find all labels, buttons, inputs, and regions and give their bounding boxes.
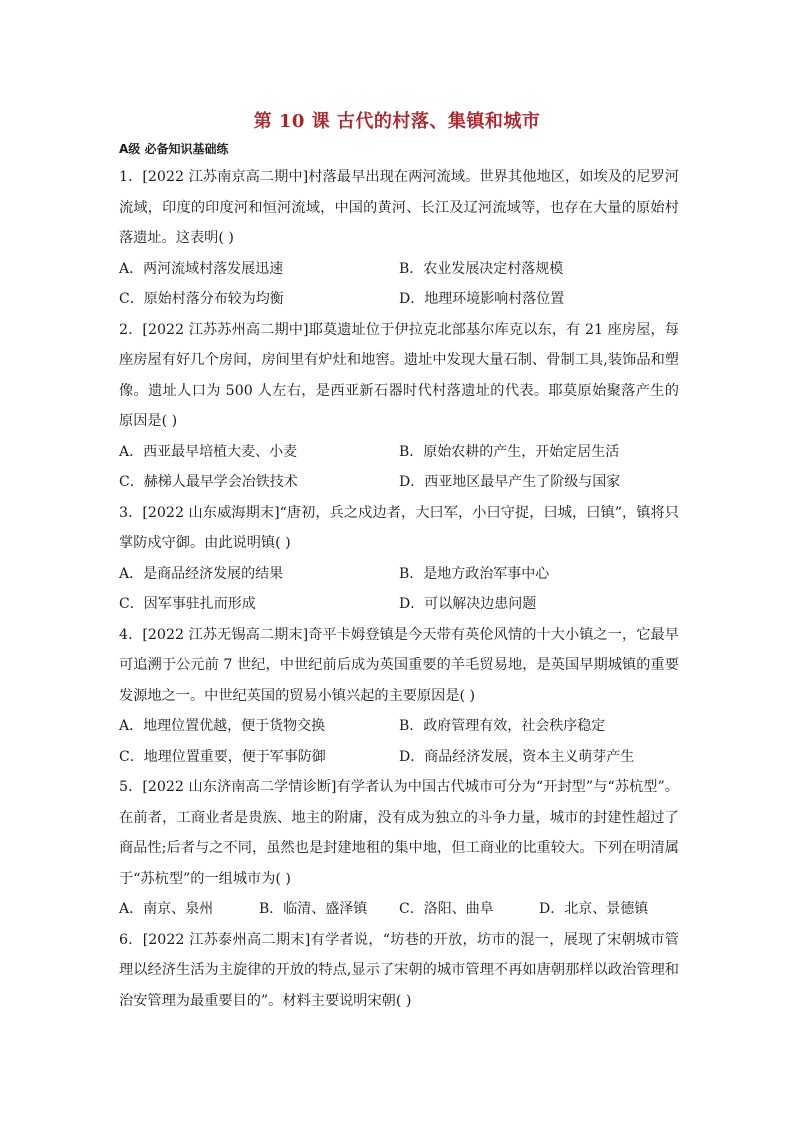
option-d: D．商品经济发展，资本主义萌芽产生 bbox=[399, 748, 635, 765]
option-a: A．南京、泉州 bbox=[119, 901, 214, 917]
option-d: D．北京、景德镇 bbox=[539, 901, 649, 917]
option-group bbox=[119, 254, 679, 315]
option-d: D．西亚地区最早产生了阶级与国家 bbox=[399, 474, 621, 490]
question-stem: 1．[2022 江苏南京高二期中]村落最早出现在两河流域。世界其他地区，如埃及的尼罗河流域，印度的印度河和恒河流域，中国的黄河、长江及辽河流域等，也存在大量的原始村落遗址。这表明( ) bbox=[119, 169, 679, 246]
question-5 bbox=[119, 772, 679, 925]
question-stem: 2．[2022 江苏苏州高二期中]耶莫遗址位于伊拉克北部基尔库克以东，有 21 座房屋，每座房屋有好几个房间，房间里有炉灶和地窖。遗址中发现大量石制、骨制工具,装饰品和塑像。遗址人口为 500 人左右，是西亚新石器时代村落遗址的代表。耶莫原始聚落产生的原因是( ) bbox=[119, 321, 679, 429]
option-a: A．西亚最早培植大麦、小麦 bbox=[119, 443, 298, 460]
option-c: C．原始村落分布较为均衡 bbox=[119, 291, 284, 307]
question-stem: 6．[2022 江苏泰州高二期末]有学者说，“坊巷的开放，坊市的混一，展现了宋朝城市管理以经济生活为主旋律的开放的特点,显示了宋朝的城市管理不再如唐朝那样以政治管理和治安管理为最重要目的”。材料主要说明宋朝( ) bbox=[119, 931, 679, 1009]
lesson-title: 第 10 课 古代的村落、集镇和城市 bbox=[253, 111, 541, 132]
question-2 bbox=[119, 315, 679, 498]
option-d: D．地理环境影响村落位置 bbox=[399, 291, 565, 307]
question-6 bbox=[119, 925, 679, 1017]
option-b: B．政府管理有效，社会秩序稳定 bbox=[399, 718, 606, 734]
question-list bbox=[119, 162, 679, 1016]
option-c: C．地理位置重要，便于军事防御 bbox=[119, 748, 326, 765]
question-4 bbox=[119, 620, 679, 773]
option-b: B．临清、盛泽镇 bbox=[259, 901, 368, 917]
question-stem: 5．[2022 山东济南高二学情诊断]有学者认为中国古代城市可分为“开封型”与“苏杭型”。在前者，工商业者是贵族、地主的附庸，没有成为独立的斗争力量，城市的封建性超过了商品性;后者与之不同，虽然也是封建地租的集中地，但工商业的比重较大。下列在明清属于“苏杭型”的一组城市为( ) bbox=[119, 779, 679, 887]
option-b: B．农业发展决定村落规模 bbox=[399, 260, 564, 277]
section-heading: A级 必备知识基础练 bbox=[119, 142, 229, 156]
option-group bbox=[119, 559, 679, 620]
option-b: B．原始农耕的产生，开始定居生活 bbox=[399, 443, 620, 460]
question-3 bbox=[119, 498, 679, 620]
option-group bbox=[119, 437, 679, 498]
option-a: A．地理位置优越，便于货物交换 bbox=[119, 718, 326, 734]
option-a: A．是商品经济发展的结果 bbox=[119, 565, 284, 582]
question-1 bbox=[119, 162, 679, 315]
option-b: B．是地方政治军事中心 bbox=[399, 565, 550, 582]
option-c: C．洛阳、曲阜 bbox=[399, 901, 494, 917]
option-group bbox=[119, 894, 679, 925]
option-c: C．赫梯人最早学会冶铁技术 bbox=[119, 474, 298, 490]
option-a: A．两河流域村落发展迅速 bbox=[119, 260, 284, 277]
option-d: D．可以解决边患问题 bbox=[399, 596, 537, 612]
question-stem: 3．[2022 山东威海期末]“唐初，兵之戍边者，大曰军，小曰守捉，曰城，曰镇”，镇将只掌防戍守御。由此说明镇( ) bbox=[119, 504, 679, 551]
question-stem: 4．[2022 江苏无锡高二期末]奇平卡姆登镇是今天带有英伦风情的十大小镇之一，它最早可追溯于公元前 7 世纪，中世纪前后成为英国重要的羊毛贸易地，是英国早期城镇的重要发源地之一。中世纪英国的贸易小镇兴起的主要原因是( ) bbox=[119, 626, 679, 704]
option-c: C．因军事驻扎而形成 bbox=[119, 596, 256, 612]
option-group bbox=[119, 711, 679, 772]
